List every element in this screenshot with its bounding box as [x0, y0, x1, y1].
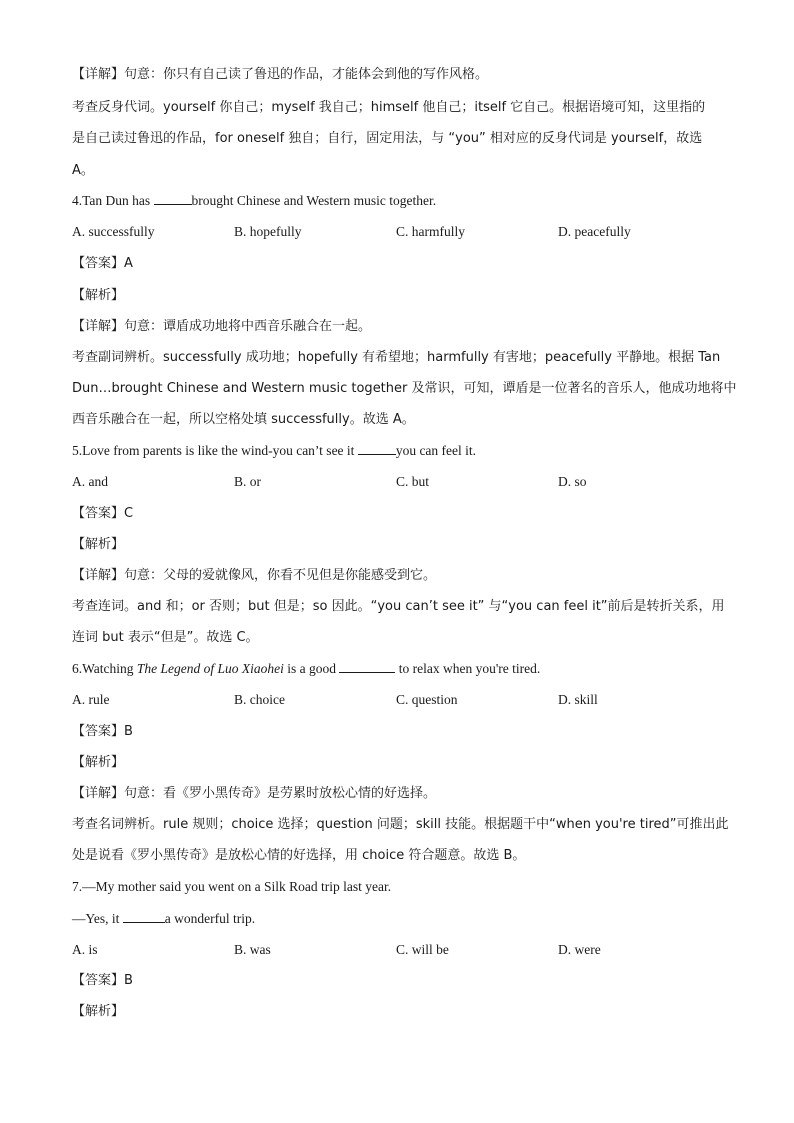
question-6-stem: 6.Watching [72, 661, 137, 676]
explanation-q4-line3: 西音乐融合在一起，所以空格处填 successfully。故选 A。 [72, 412, 415, 427]
option-d: D. so [558, 474, 587, 489]
question-4-stem-end: brought Chinese and Western music together. [191, 193, 437, 208]
analysis-heading-q5: 【解析】 [72, 537, 125, 552]
detail-q6: 【详解】句意：看《罗小黑传奇》是劳累时放松心情的好选择。 [72, 786, 437, 801]
option-c: C. but [396, 474, 430, 489]
question-7-line2 [72, 910, 732, 928]
answer-blank [154, 192, 192, 205]
book-title: The Legend of Luo Xiaohei [136, 661, 284, 676]
detail-q5: 【详解】句意：父母的爱就像风，你看不见但是你能感受到它。 [72, 568, 437, 583]
detail-q3: 【详解】句意：你只有自己读了鲁迅的作品，才能体会到他的写作风格。 [72, 67, 489, 82]
question-6 [72, 660, 732, 678]
analysis-heading-q7: 【解析】 [72, 1004, 125, 1019]
answer-q6: 【答案】B [72, 724, 133, 739]
question-5 [72, 442, 732, 460]
option-a: A. is [72, 942, 98, 957]
explanation-q4-line2: Dun…brought Chinese and Western music together 及常识，可知，谭盾是一位著名的音乐人，他成功地将中 [72, 381, 737, 396]
option-c: C. harmfully [396, 224, 465, 239]
detail-q4: 【详解】句意：谭盾成功地将中西音乐融合在一起。 [72, 319, 372, 334]
option-d: D. peacefully [558, 224, 631, 239]
question-6-stem-mid: is a good [283, 661, 340, 676]
question-7-line1: 7.—My mother said you went on a Silk Road trip last year. [72, 879, 392, 894]
question-4 [72, 192, 732, 210]
analysis-heading-q6: 【解析】 [72, 755, 125, 770]
explanation-q6-line2: 处是说看《罗小黑传奇》是放松心情的好选择，用 choice 符合题意。故选 B。 [72, 848, 526, 863]
answer-blank [358, 442, 396, 455]
answer-blank [123, 910, 165, 923]
question-7-stem-end: a wonderful trip. [164, 911, 256, 926]
option-b: B. choice [234, 692, 285, 707]
explanation-q4-line1: 考查副词辨析。successfully 成功地；hopefully 有希望地；harmfully 有害地；peacefully 平静地。根据 Tan [72, 350, 721, 365]
answer-blank [339, 660, 395, 673]
analysis-heading-q4: 【解析】 [72, 288, 125, 303]
explanation-q5-line2: 连词 but 表示“但是”。故选 C。 [72, 630, 259, 645]
answer-q7: 【答案】B [72, 973, 133, 988]
question-7-stem: —Yes, it [72, 911, 123, 926]
question-6-stem-end: to relax when you're tired. [395, 661, 541, 676]
explanation-q3-line1: 考查反身代词。yourself 你自己；myself 我自己；himself 他自己；itself 它自己。根据语境可知，这里指的 [72, 100, 706, 115]
option-a: A. rule [72, 692, 110, 707]
option-d: D. skill [558, 692, 598, 707]
question-4-stem: 4.Tan Dun has [72, 193, 154, 208]
explanation-q6-line1: 考查名词辨析。rule 规则；choice 选择；question 问题；skill 技能。根据题干中“when you're tired”可推出此 [72, 817, 729, 832]
option-b: B. hopefully [234, 224, 302, 239]
explanation-q3-line3: A。 [72, 163, 94, 178]
option-a: A. and [72, 474, 108, 489]
question-5-stem-end: you can feel it. [395, 443, 477, 458]
option-c: C. will be [396, 942, 449, 957]
explanation-q5-line1: 考查连词。and 和；or 否则；but 但是；so 因此。“you can’t see it” 与“you can feel it”前后是转折关系，用 [72, 599, 725, 614]
answer-q5: 【答案】C [72, 506, 134, 521]
question-5-stem: 5.Love from parents is like the wind-you can’t see it [72, 443, 358, 458]
option-b: B. was [234, 942, 271, 957]
explanation-q3-line2: 是自己读过鲁迅的作品，for oneself 独自；自行，固定用法，与 “you” 相对应的反身代词是 yourself，故选 [72, 131, 703, 146]
option-d: D. were [558, 942, 601, 957]
option-c: C. question [396, 692, 458, 707]
option-b: B. or [234, 474, 261, 489]
option-a: A. successfully [72, 224, 155, 239]
answer-q4: 【答案】A [72, 256, 133, 271]
